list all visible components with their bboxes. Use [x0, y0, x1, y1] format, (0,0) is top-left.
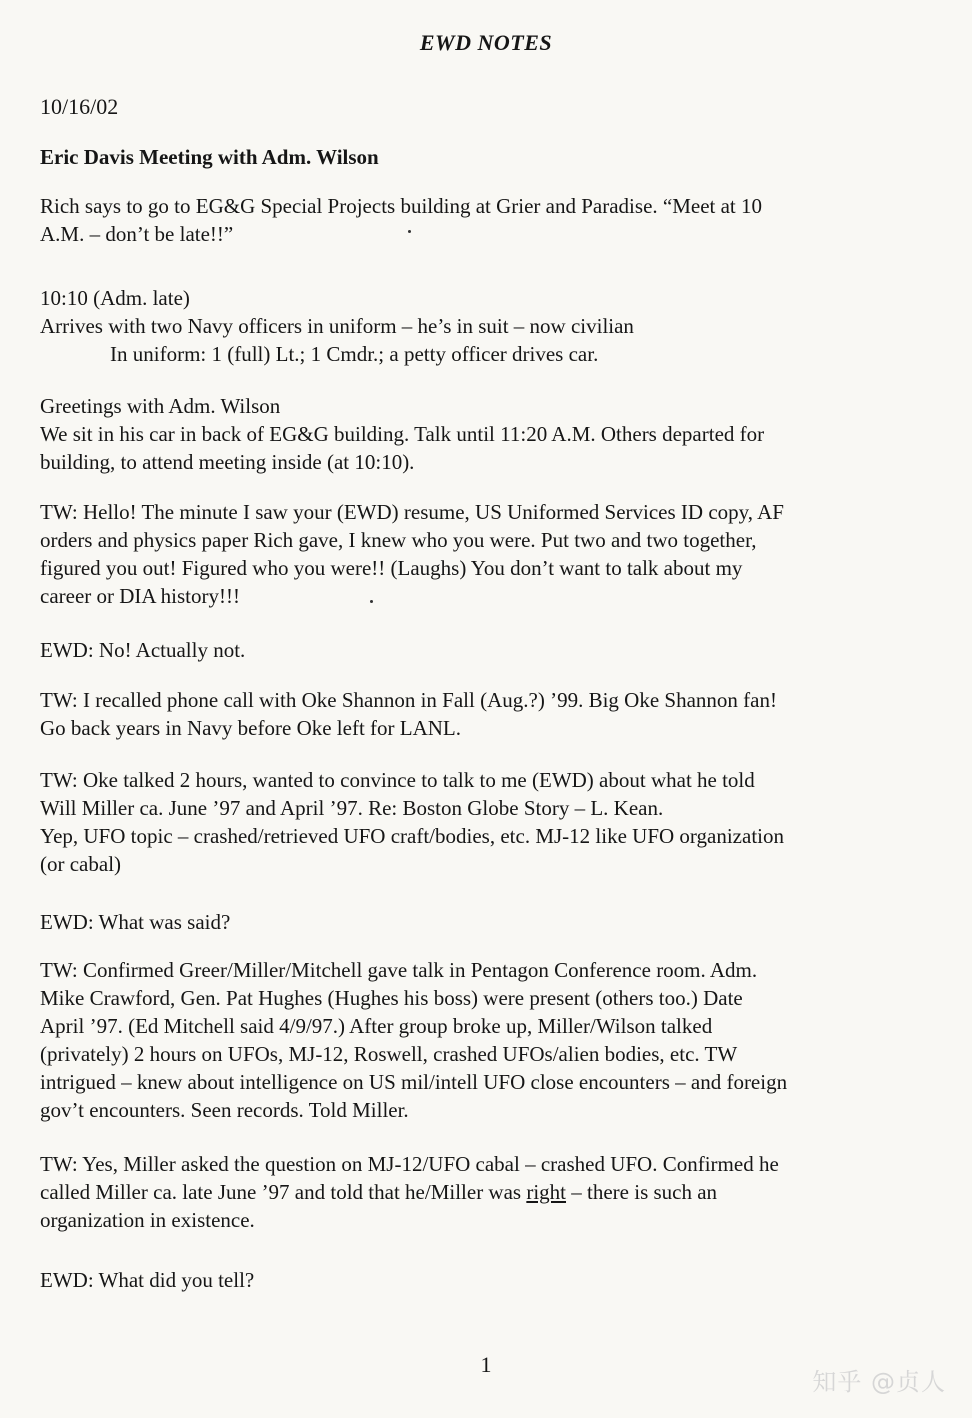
paragraph-ewd-what-tell — [40, 1266, 900, 1294]
text-line: EWD: What did you tell? — [40, 1268, 255, 1292]
paragraph-tw-hello — [40, 498, 900, 610]
text-line: April ’97. (Ed Mitchell said 4/9/97.) After group broke up, Miller/Wilson talked — [40, 1014, 713, 1038]
text-segment: – there is such an — [566, 1180, 718, 1204]
paragraph-ewd-no — [40, 636, 900, 664]
text-line: 10:10 (Adm. late) — [40, 286, 190, 310]
text-line: EWD: What was said? — [40, 910, 231, 934]
text-line: TW: Confirmed Greer/Miller/Mitchell gave talk in Pentagon Conference room. Adm. — [40, 958, 758, 982]
text-line: figured you out! Figured who you were!! (Laughs) You don’t want to talk about my — [40, 556, 743, 580]
text-line: In uniform: 1 (full) Lt.; 1 Cmdr.; a petty officer drives car. — [110, 342, 599, 366]
document-date: 10/16/02 — [40, 94, 119, 119]
watermark: 知乎 @贞人 — [812, 1368, 946, 1396]
text-line: (or cabal) — [40, 852, 122, 876]
text-line: Rich says to go to EG&G Special Projects building at Grier and Paradise. “Meet at 10 — [40, 194, 763, 218]
text-line: We sit in his car in back of EG&G building. Talk until 11:20 A.M. Others departed for — [40, 422, 765, 446]
text-line: EWD: No! Actually not. — [40, 638, 246, 662]
document-title: EWD NOTES — [419, 30, 553, 55]
text-line: Greetings with Adm. Wilson — [40, 394, 281, 418]
text-line — [40, 1178, 900, 1206]
text-line: Mike Crawford, Gen. Pat Hughes (Hughes his boss) were present (others too.) Date — [40, 986, 743, 1010]
meeting-heading: Eric Davis Meeting with Adm. Wilson — [40, 145, 379, 169]
page-number: 1 — [480, 1352, 492, 1377]
paragraph-tw-oke-talked — [40, 766, 900, 878]
paragraph-ewd-what-said — [40, 908, 900, 936]
underlined-word: right — [526, 1180, 567, 1204]
text-line: Will Miller ca. June ’97 and April ’97. Re: Boston Globe Story – L. Kean. — [40, 796, 664, 820]
scan-speck — [370, 600, 373, 603]
text-line: TW: Yes, Miller asked the question on MJ-12/UFO cabal – crashed UFO. Confirmed he — [40, 1152, 779, 1176]
paragraph-arrival — [40, 284, 900, 368]
text-line: Yep, UFO topic – crashed/retrieved UFO craft/bodies, etc. MJ-12 like UFO organization — [40, 824, 784, 848]
text-line: TW: I recalled phone call with Oke Shannon in Fall (Aug.?) ’99. Big Oke Shannon fan! — [40, 688, 777, 712]
text-line: orders and physics paper Rich gave, I knew who you were. Put two and two together, — [40, 528, 757, 552]
text-line: gov’t encounters. Seen records. Told Miller. — [40, 1098, 409, 1122]
text-line: Go back years in Navy before Oke left for LANL. — [40, 716, 462, 740]
paragraph-greetings — [40, 392, 900, 476]
paragraph-tw-yes-miller — [40, 1150, 900, 1234]
scan-speck — [408, 230, 411, 233]
paragraph-meeting-instructions — [40, 192, 900, 248]
text-line: building, to attend meeting inside (at 10:10). — [40, 450, 415, 474]
text-line: (privately) 2 hours on UFOs, MJ-12, Roswell, crashed UFOs/alien bodies, etc. TW — [40, 1042, 738, 1066]
text-line: intrigued – knew about intelligence on US mil/intell UFO close encounters – and foreign — [40, 1070, 788, 1094]
text-line: organization in existence. — [40, 1208, 255, 1232]
paragraph-tw-confirmed — [40, 956, 900, 1124]
text-line: Arrives with two Navy officers in uniform – he’s in suit – now civilian — [40, 314, 634, 338]
text-line: TW: Hello! The minute I saw your (EWD) resume, US Uniformed Services ID copy, AF — [40, 500, 784, 524]
text-line: TW: Oke talked 2 hours, wanted to convince to talk to me (EWD) about what he told — [40, 768, 755, 792]
text-line: career or DIA history!!! — [40, 584, 240, 608]
text-line: A.M. – don’t be late!!” — [40, 222, 234, 246]
text-segment: called Miller ca. late June ’97 and told that he/Miller was — [40, 1180, 527, 1204]
paragraph-tw-phone-call — [40, 686, 900, 742]
